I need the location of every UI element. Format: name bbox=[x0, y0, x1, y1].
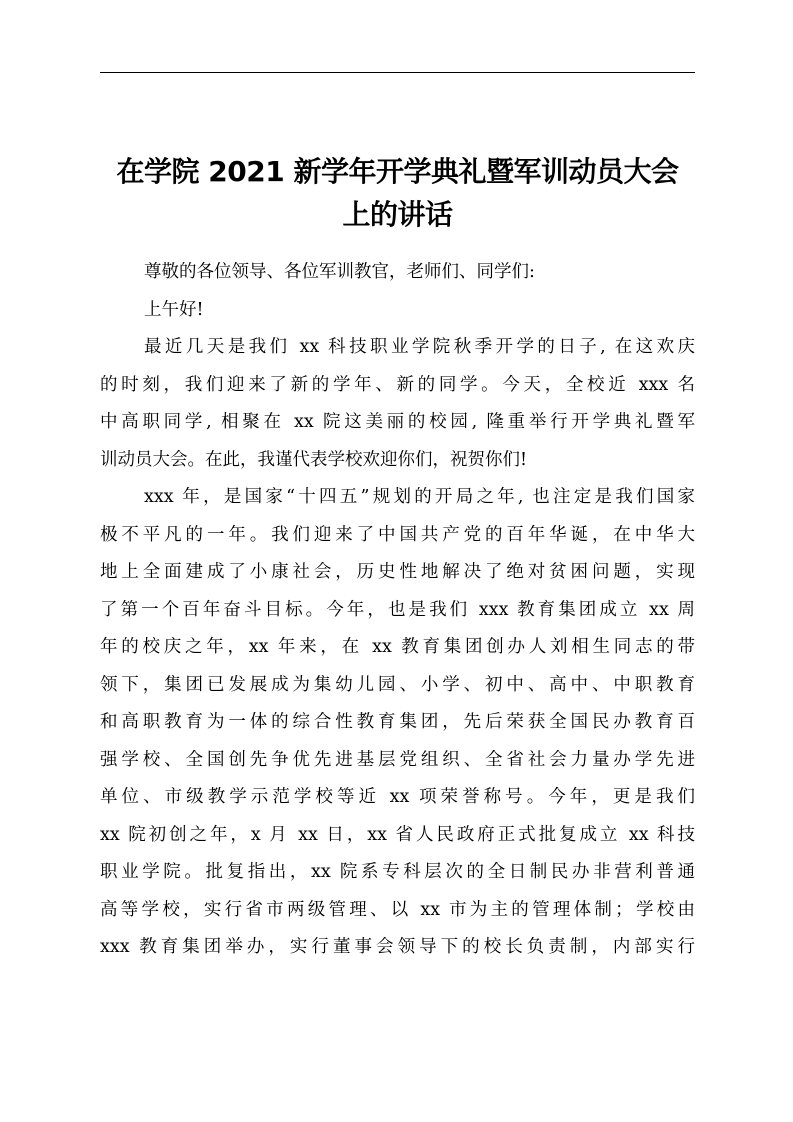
text-line: 了第一个百年奋斗目标。今年，也是我们 xxx 教育集团成立 xx 周 bbox=[100, 599, 695, 620]
paragraph-1 bbox=[100, 329, 695, 479]
text-line: 职业学院。批复指出，xx 院系专科层次的全日制民办非营利普通 bbox=[100, 862, 695, 882]
text-line: 的时刻，我们迎来了新的学年、新的同学。今天，全校近 xxx 名 bbox=[100, 374, 695, 395]
paragraph-2 bbox=[100, 479, 695, 967]
text-line: 高等学校，实行省市两级管理、以 xx 市为主的管理体制；学校由 bbox=[100, 899, 695, 920]
text-line: 中高职同学, 相聚在 xx 院这美丽的校园, 隆重举行开学典礼暨军 bbox=[100, 412, 695, 432]
text-line: 领下，集团已发展成为集幼儿园、小学、初中、高中、中职教育 bbox=[100, 674, 695, 695]
text-line: 和高职教育为一体的综合性教育集团，先后荣获全国民办教育百 bbox=[100, 712, 695, 732]
text-line: 年的校庆之年，xx 年来，在 xx 教育集团创办人刘相生同志的带 bbox=[100, 637, 695, 657]
text-line: 单位、市级教学示范学校等近 xx 项荣誉称号。今年，更是我们 bbox=[100, 787, 695, 807]
text-line: 强学校、全国创先争优先进基层党组织、全省社会力量办学先进 bbox=[100, 749, 695, 770]
text-line: 最近几天是我们 xx 科技职业学院秋季开学的日子, 在这欢庆 bbox=[144, 337, 695, 357]
document-body bbox=[100, 254, 695, 967]
text-line: xxx 教育集团举办，实行董事会领导下的校长负责制，内部实行 bbox=[100, 937, 695, 957]
text-line: xxx 年，是国家“十四五”规划的开局之年, 也注定是我们国家 bbox=[144, 487, 695, 507]
text-line: 极不平凡的一年。我们迎来了中国共产党的百年华诞，在中华大 bbox=[100, 524, 695, 545]
text-line: 训动员大会。在此，我谨代表学校欢迎你们，祝贺你们! bbox=[100, 449, 528, 470]
title-line: 上的讲话 bbox=[342, 198, 453, 231]
text-line: xx 院初创之年，x 月 xx 日，xx 省人民政府正式批复成立 xx 科技 bbox=[100, 824, 695, 845]
title-line: 在学院 2021 新学年开学典礼暨军训动员大会 bbox=[116, 155, 679, 188]
header-rule bbox=[100, 72, 695, 73]
text-line: 地上全面建成了小康社会，历史性地解决了绝对贫困问题，实现 bbox=[100, 562, 695, 582]
salutation: 尊敬的各位领导、各位军训教官，老师们、同学们: bbox=[144, 262, 535, 282]
document-title bbox=[100, 150, 695, 236]
greeting: 上午好! bbox=[144, 299, 204, 320]
